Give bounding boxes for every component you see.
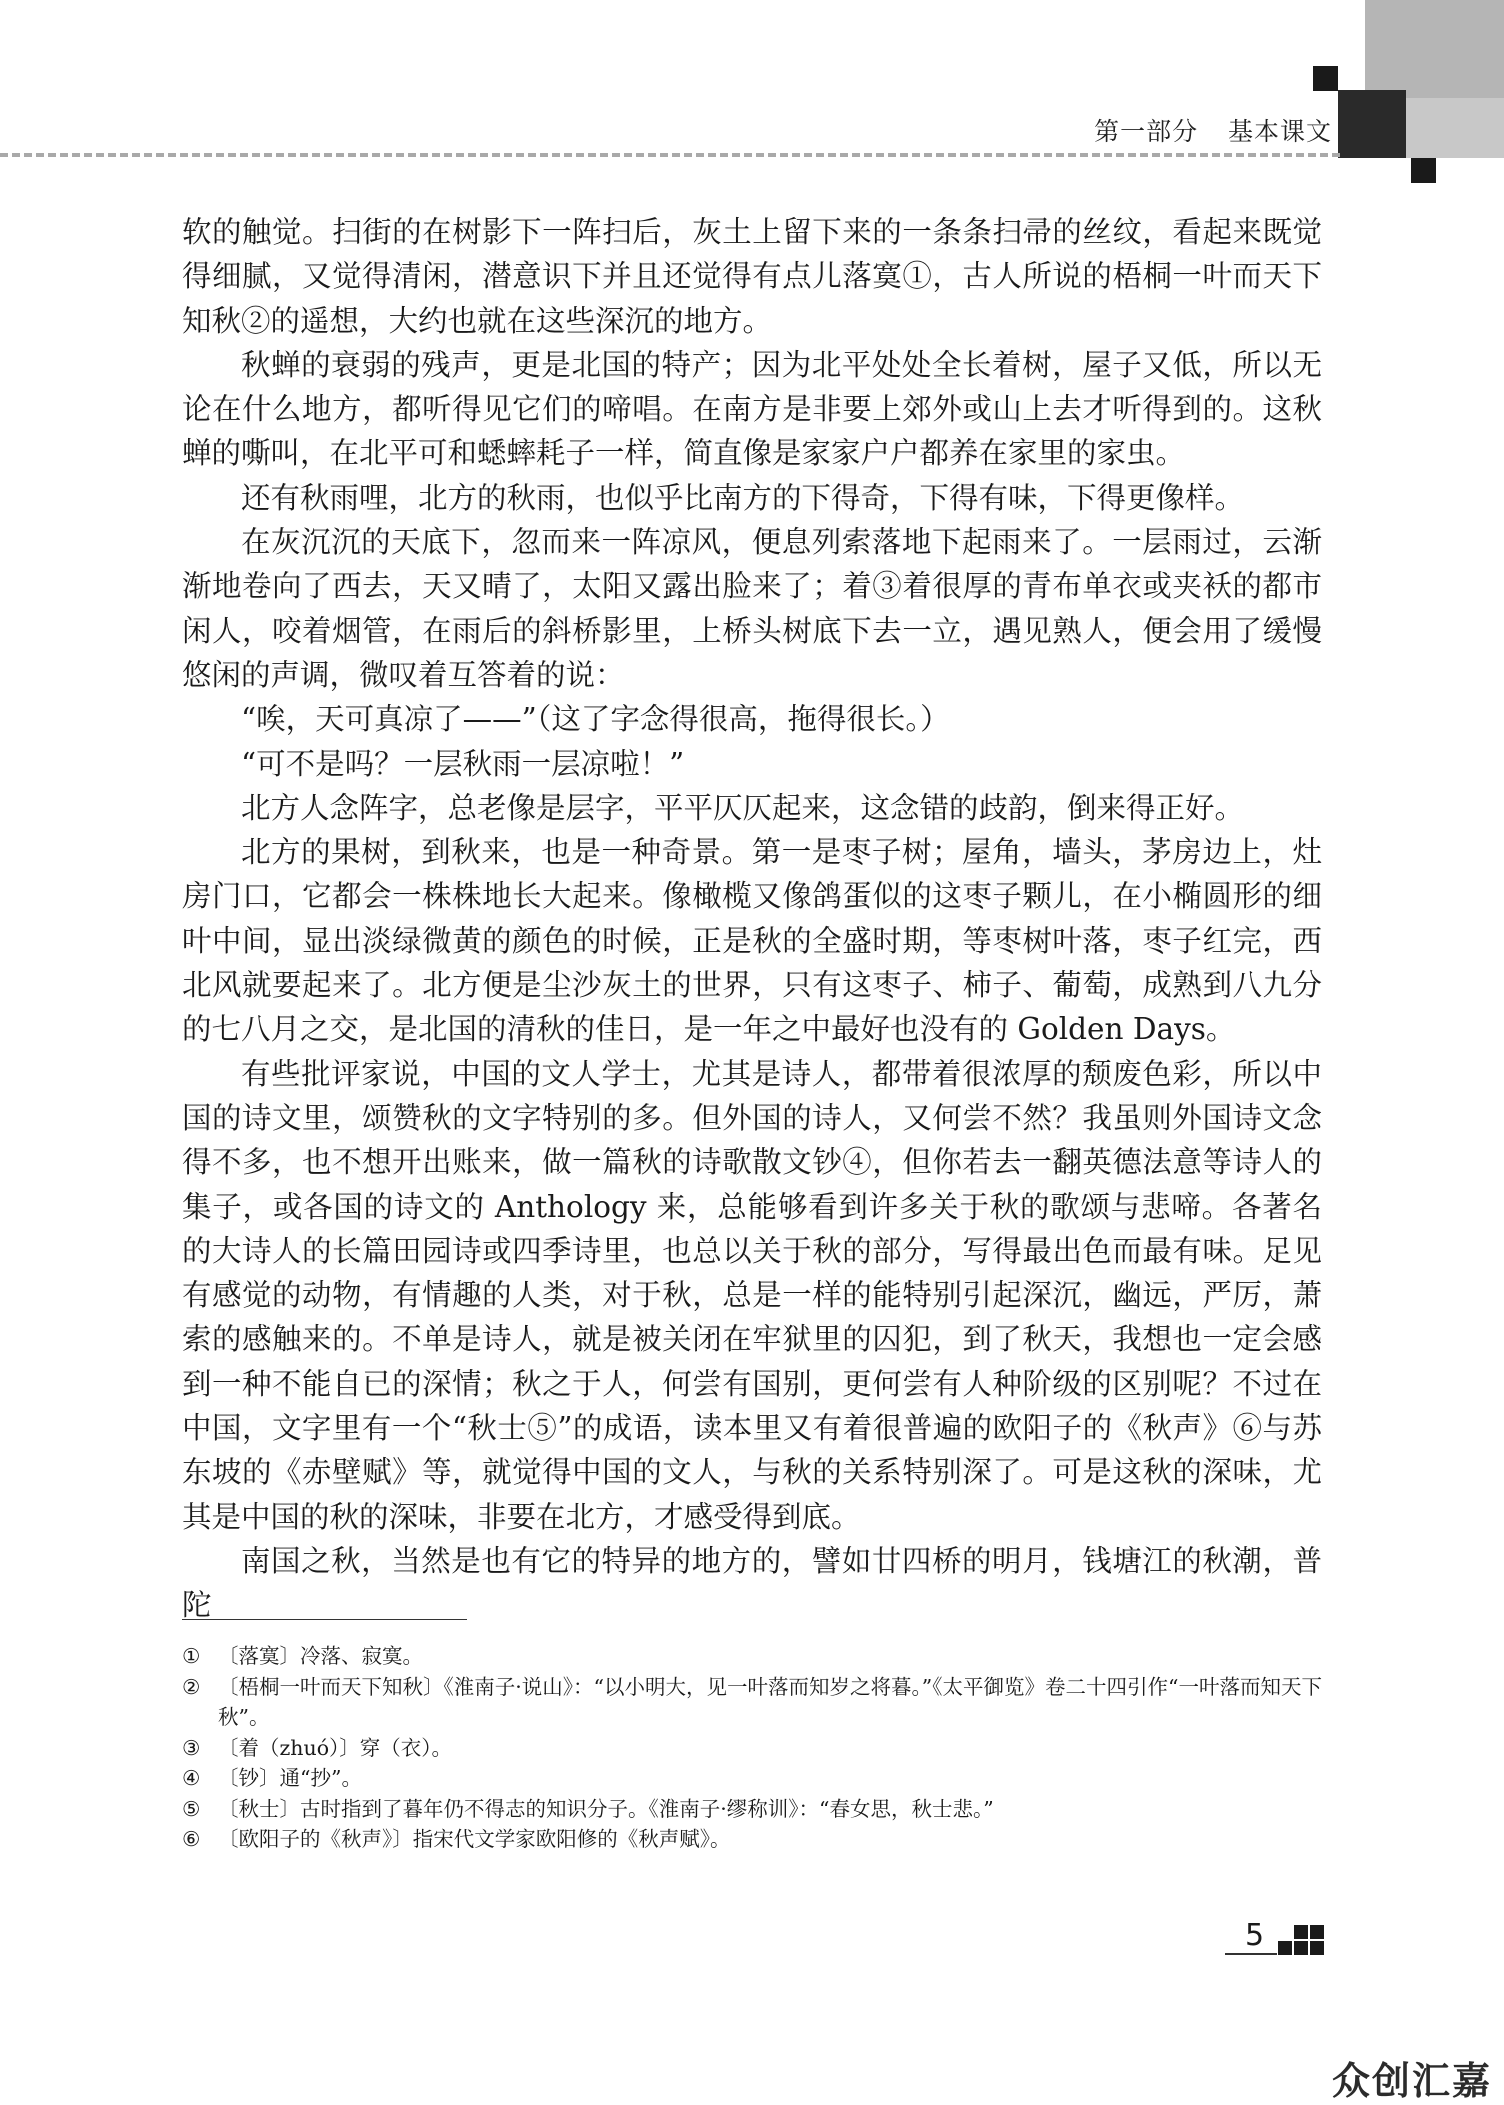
watermark: 众创汇嘉	[1331, 2059, 1492, 2103]
header-gray-block	[1365, 0, 1504, 98]
footnote-text: 〔欧阳子的《秋声》〕指宋代文学家欧阳修的《秋声赋》。	[218, 1827, 731, 1851]
footnote-number: ②	[182, 1674, 201, 1699]
header-square-small-icon	[1313, 66, 1338, 91]
paragraph: 有些批评家说，中国的文人学士，尤其是诗人，都带着很浓厚的颓废色彩，所以中国的诗文里，颂赞秋的文字特别的多。但外国的诗人，又何尝不然？我虽则外国诗文念得不多，也不想开出账来，做一篇秋的诗歌散文钞④，但你若去一翻英德法意等诗人的集子，或各国的诗文的 Anthology 来，总能够看到许多关于秋的歌颂与悲啼。各著名的大诗人的长篇田园诗或四季诗里，也总以关于秋的部分，写得最出色而最有味。足见有感觉的动物，有情趣的人类，对于秋，总是一样的能特别引起深沉，幽远，严厉，萧索的感触来的。不单是诗人，就是被关闭在牢狱里的囚犯，到了秋天，我想也一定会感到一种不能自已的深情；秋之于人，何尝有国别，更何尝有人种阶级的区别呢？不过在中国，文字里有一个“秋士⑤”的成语，读本里又有着很普遍的欧阳子的《秋声》⑥与苏东坡的《赤壁赋》等，就觉得中国的文人，与秋的关系特别深了。可是这秋的深味，尤其是中国的秋的深味，非要在北方，才感受得到底。	[182, 1056, 1322, 1534]
footnote-number: ①	[182, 1644, 201, 1668]
paragraph: 北方人念阵字，总老像是层字，平平仄仄起来，这念错的歧韵，倒来得正好。	[241, 790, 1245, 825]
paragraph: 软的触觉。扫街的在树影下一阵扫后，灰土上留下来的一条条扫帚的丝纹，看起来既觉得细腻，又觉得清闲，潜意识下并且还觉得有点儿落寞①，古人所说的梧桐一叶而天下知秋②的遥想，大约也就在这些深沉的地方。	[182, 215, 1322, 338]
page-square-icon	[1310, 1941, 1324, 1955]
header-square-large-icon	[1338, 90, 1406, 158]
footnotes	[182, 1641, 1322, 1855]
footnote-item	[182, 1824, 1322, 1855]
header-square-small-icon	[1411, 158, 1436, 183]
footnote-text: 〔钞〕通“抄”。	[218, 1766, 362, 1790]
page-square-icon	[1294, 1925, 1308, 1939]
header-dashed-rule	[0, 153, 1340, 157]
footnote-item	[182, 1672, 1322, 1733]
body-text	[182, 210, 1322, 1628]
paragraph: 北方的果树，到秋来，也是一种奇景。第一是枣子树；屋角，墙头，茅房边上，灶房门口，它都会一株株地长大起来。像橄榄又像鸽蛋似的这枣子颗儿，在小椭圆形的细叶中间，显出淡绿微黄的颜色的时候，正是秋的全盛时期，等枣树叶落，枣子红完，西北风就要起来了。北方便是尘沙灰土的世界，只有这枣子、柿子、葡萄，成熟到八九分的七八月之交，是北国的清秋的佳日，是一年之中最好也没有的 Golden Days。	[182, 835, 1322, 1047]
page-square-icon	[1294, 1941, 1308, 1955]
paragraph: 在灰沉沉的天底下，忽而来一阵凉风，便息列索落地下起雨来了。一层雨过，云渐渐地卷向了西去，天又晴了，太阳又露出脸来了；着③着很厚的青布单衣或夹袄的都市闲人，咬着烟管，在雨后的斜桥影里，上桥头树底下去一立，遇见熟人，便会用了缓慢悠闲的声调，微叹着互答着的说：	[182, 525, 1322, 692]
footnote-text: 〔着（zhuó）〕穿（衣）。	[218, 1735, 453, 1760]
dialogue-line: “唉，天可真凉了——”（这了字念得很高，拖得很长。）	[241, 702, 950, 737]
footnote-item	[182, 1641, 1322, 1672]
footnote-text: 〔落寞〕冷落、寂寞。	[218, 1644, 423, 1668]
page-number-underline	[1225, 1953, 1277, 1955]
running-header: 第一部分 基本课文	[1094, 117, 1332, 146]
footnote-text: 〔梧桐一叶而天下知秋〕《淮南子·说山》：“以小明大，见一叶落而知岁之将暮。”《太平御览》卷二十四引作“一叶落而知天下秋”。	[218, 1674, 1322, 1729]
footnote-item	[182, 1733, 1322, 1764]
page-square-icon	[1278, 1941, 1292, 1955]
footnote-item	[182, 1794, 1322, 1825]
footnote-text: 〔秋士〕古时指到了暮年仍不得志的知识分子。《淮南子·缪称训》：“春女思，秋士悲。”	[218, 1796, 994, 1821]
footnote-separator	[182, 1619, 467, 1620]
dialogue-line: “可不是吗？一层秋雨一层凉啦！”	[241, 746, 685, 781]
page-number: 5	[1245, 1918, 1265, 1953]
footnote-number: ⑤	[182, 1796, 201, 1821]
page-square-icon	[1310, 1925, 1324, 1939]
footnote-number: ③	[182, 1735, 201, 1760]
footnote-item	[182, 1763, 1322, 1794]
footnote-number: ⑥	[182, 1827, 201, 1851]
paragraph: 秋蝉的衰弱的残声，更是北国的特产；因为北平处处全长着树，屋子又低，所以无论在什么地方，都听得见它们的啼唱。在南方是非要上郊外或山上去才听得到的。这秋蝉的嘶叫，在北平可和蟋蟀耗子一样，简直像是家家户户都养在家里的家虫。	[182, 347, 1322, 471]
paragraph: 还有秋雨哩，北方的秋雨，也似乎比南方的下得奇，下得有味，下得更像样。	[241, 480, 1245, 515]
paragraph: 南国之秋，当然是也有它的特异的地方的，譬如廿四桥的明月，钱塘江的秋潮，普陀	[182, 1543, 1322, 1623]
footnote-number: ④	[182, 1766, 201, 1790]
